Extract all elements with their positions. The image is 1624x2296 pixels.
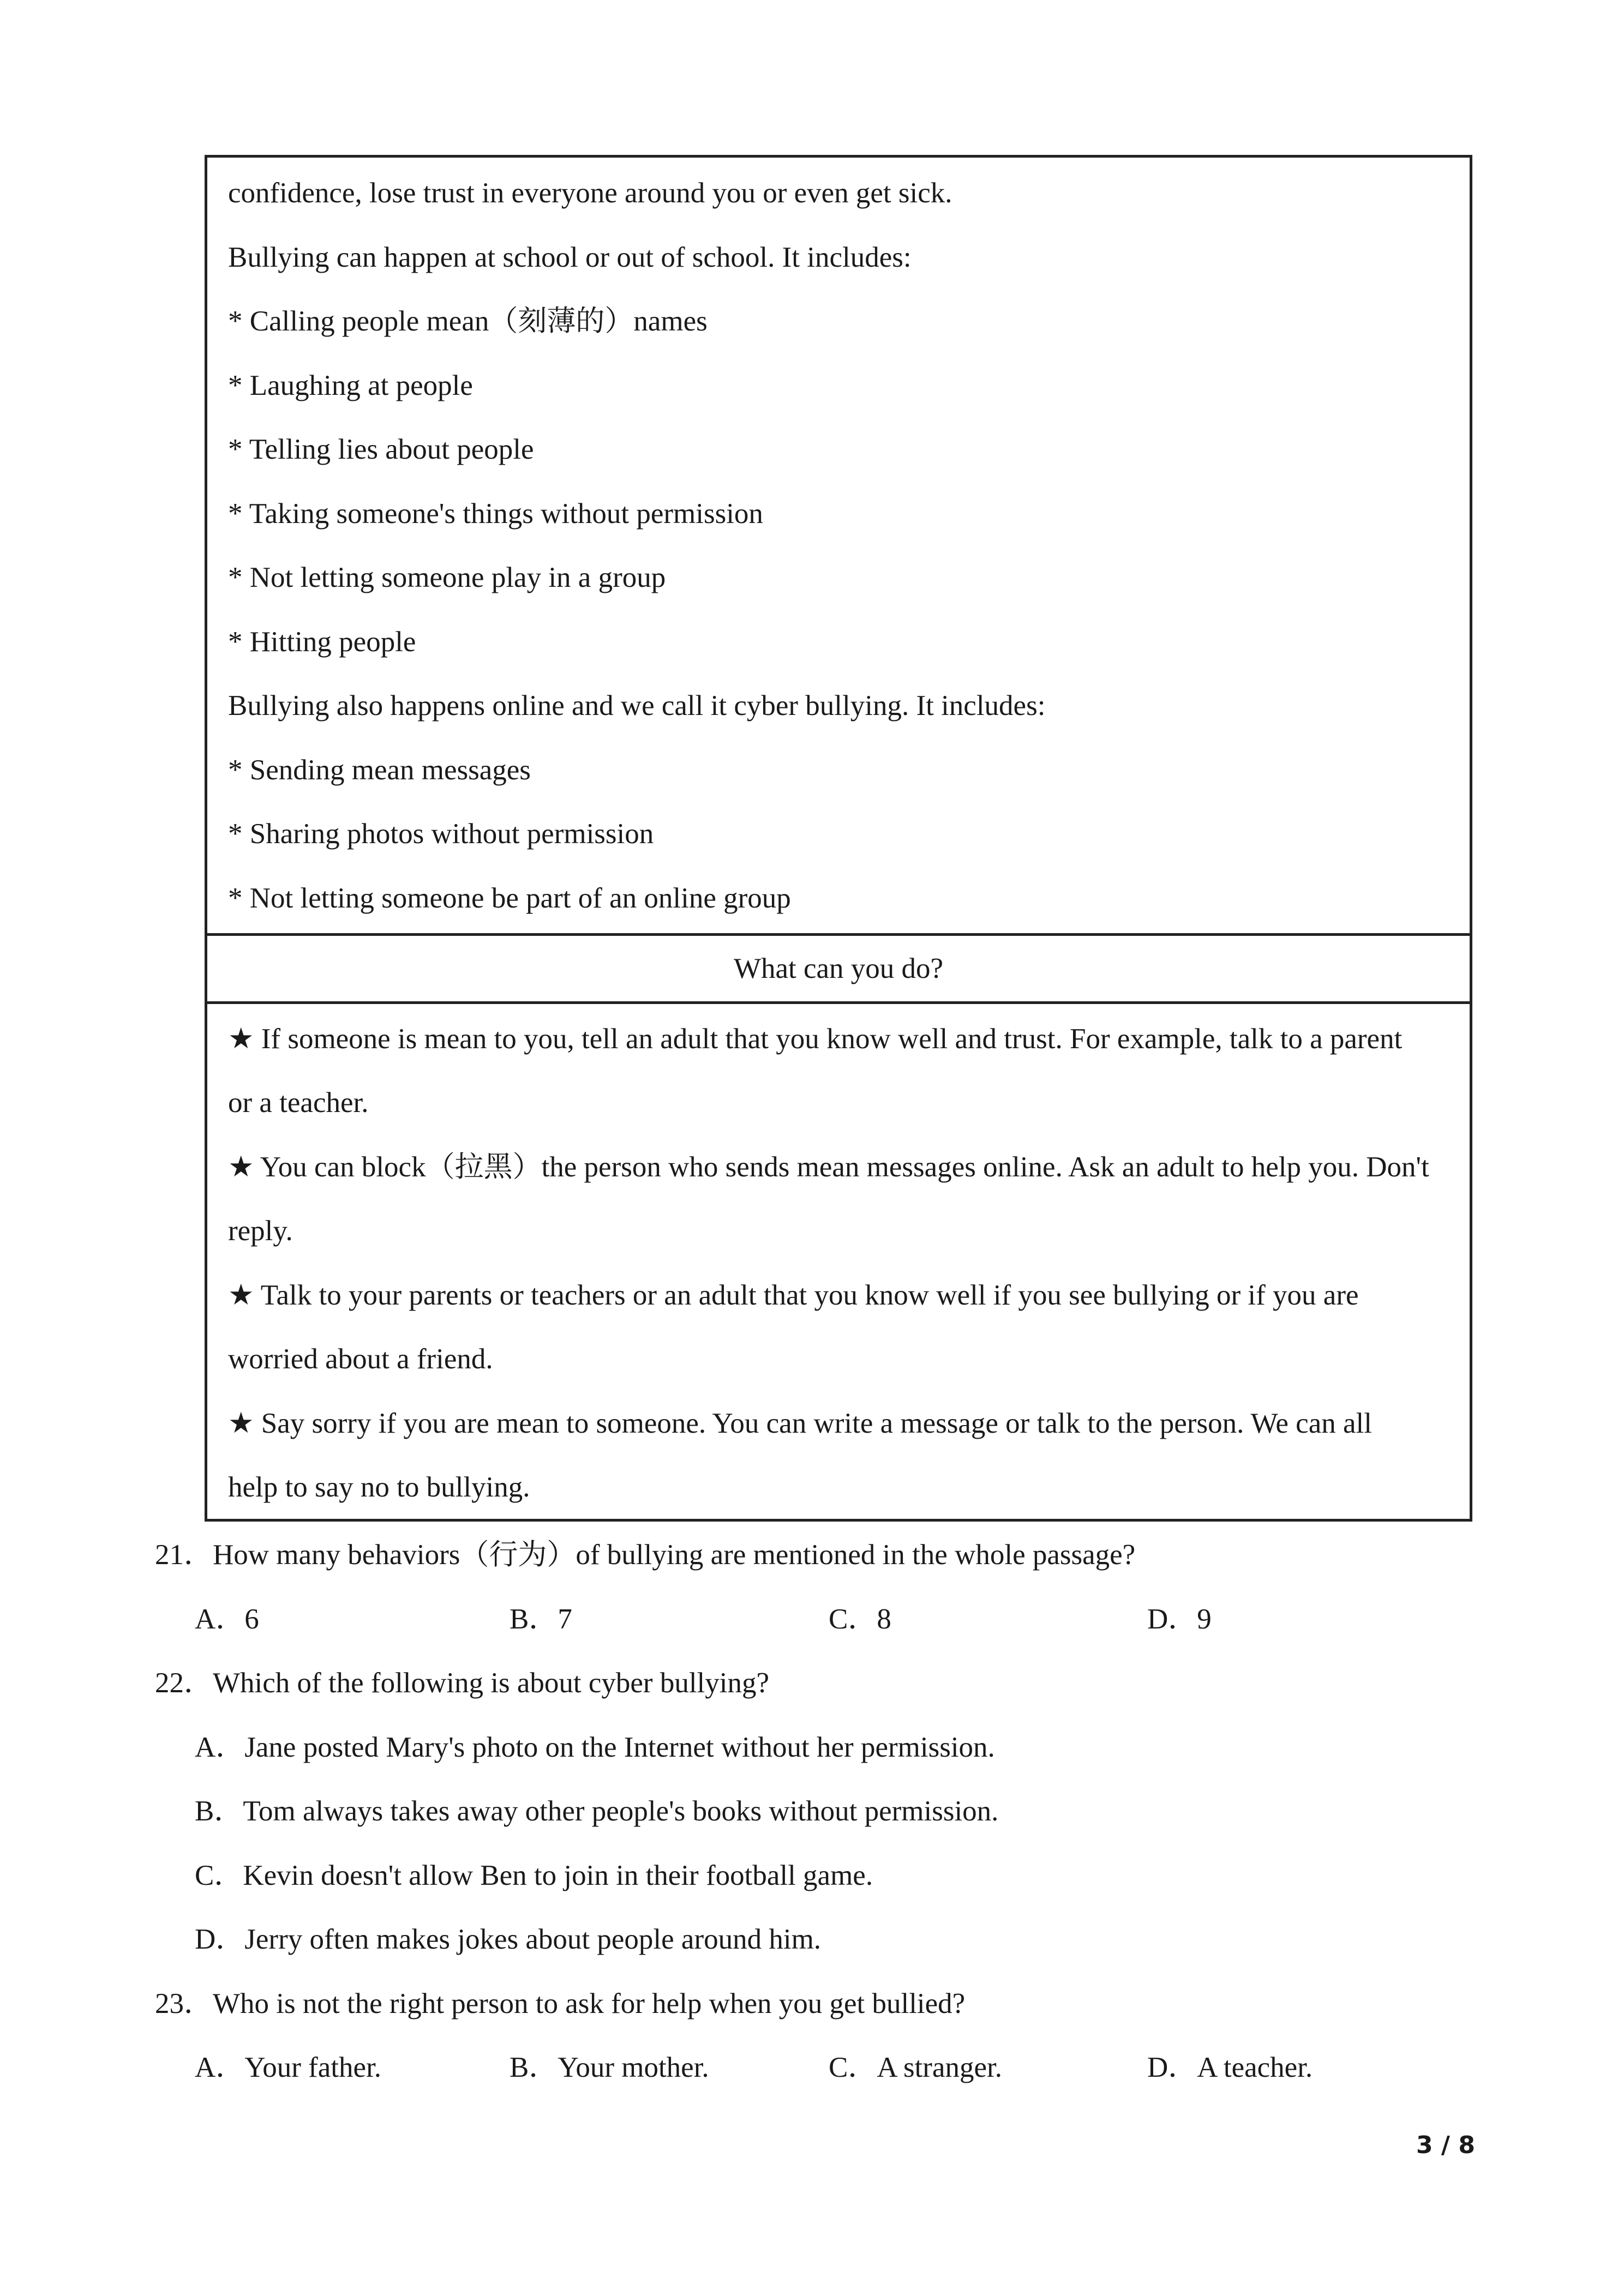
question-23-option-b: B．Your mother. [510, 2052, 709, 2083]
passage-box [205, 155, 1472, 1522]
passage-line: * Sending mean messages [228, 754, 531, 786]
passage-line: worried about a friend. [228, 1343, 493, 1375]
question-21-option-c: C．8 [829, 1603, 891, 1635]
passage-line: ★ You can block（拉黑）the person who sends mean messages online. Ask an adult to help you. Don't [228, 1151, 1429, 1183]
passage-line: * Not letting someone be part of an online group [228, 882, 791, 914]
passage-line: ★ If someone is mean to you, tell an adult that you know well and trust. For example, talk to a parent [228, 1023, 1403, 1055]
passage-heading: What can you do? [733, 953, 944, 984]
passage-line: or a teacher. [228, 1087, 369, 1119]
passage-line: Bullying can happen at school or out of school. It includes: [228, 242, 912, 273]
page-number: 3 / 8 [1416, 2131, 1475, 2159]
passage-line: Bullying also happens online and we call it cyber bullying. It includes: [228, 690, 1046, 722]
passage-line: * Laughing at people [228, 370, 473, 401]
question-22-option-c: C．Kevin doesn't allow Ben to join in their football game. [195, 1860, 873, 1891]
passage-line: * Telling lies about people [228, 434, 534, 465]
passage-line: help to say no to bullying. [228, 1471, 530, 1503]
passage-line: ★ Talk to your parents or teachers or an adult that you know well if you see bullying or if you are [228, 1279, 1359, 1311]
question-22-option-a: A．Jane posted Mary's photo on the Internet without her permission. [195, 1732, 995, 1763]
passage-line: confidence, lose trust in everyone around you or even get sick. [228, 177, 952, 209]
question-22-option-d: D．Jerry often makes jokes about people around him. [195, 1924, 822, 1955]
passage-heading-row [207, 933, 1470, 1004]
passage-line: * Calling people mean（刻薄的）names [228, 305, 708, 337]
passage-line: * Hitting people [228, 626, 416, 658]
question-21-option-a: A．6 [195, 1603, 259, 1635]
question-22-option-b: B．Tom always takes away other people's books without permission. [195, 1795, 999, 1827]
question-21-option-d: D．9 [1147, 1603, 1212, 1635]
passage-line: reply. [228, 1215, 293, 1247]
passage-line: * Taking someone's things without permission [228, 498, 763, 530]
question-23-stem: 23．Who is not the right person to ask for help when you get bullied? [155, 1988, 966, 2019]
question-23-option-a: A．Your father. [195, 2052, 382, 2083]
passage-section-advice [207, 1004, 1470, 1519]
passage-line: ★ Say sorry if you are mean to someone. You can write a message or talk to the person. We can all [228, 1408, 1372, 1439]
passage-line: * Sharing photos without permission [228, 818, 654, 850]
question-23-option-c: C．A stranger. [829, 2052, 1002, 2083]
question-21-option-b: B．7 [510, 1603, 572, 1635]
question-22-stem: 22．Which of the following is about cyber bullying? [155, 1667, 770, 1699]
passage-line: * Not letting someone play in a group [228, 562, 666, 593]
passage-section-bullying-types [207, 158, 1470, 933]
question-21-stem: 21．How many behaviors（行为）of bullying are mentioned in the whole passage? [155, 1539, 1136, 1571]
question-23-option-d: D．A teacher. [1147, 2052, 1313, 2083]
